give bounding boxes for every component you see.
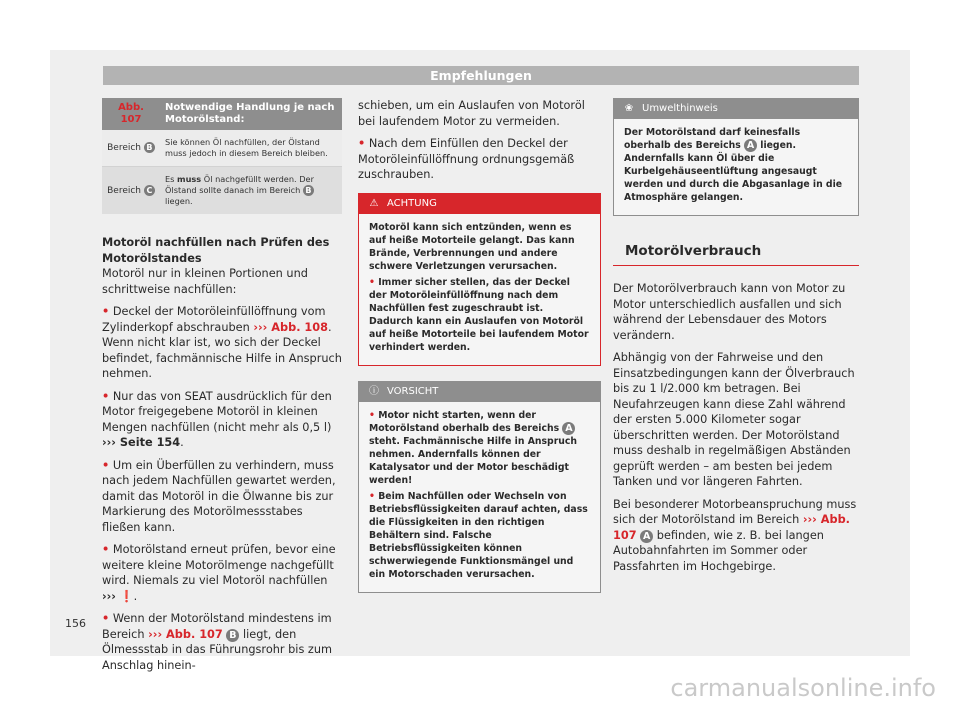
warning-icon: ❗ [119,589,134,603]
intro-text: Motoröl nur in kleinen Portionen und schrittweise nachfüllen: [102,267,308,296]
leaf-icon: ❀ [624,103,634,114]
table-cell-label: Bereich B [102,130,160,167]
badge-b: B [226,629,239,642]
link-abb-108[interactable]: ››› Abb. 108 [253,320,328,334]
page-header: Empfehlungen [103,66,859,85]
environment-box: ❀ Umwelthinweis Der Motorölstand darf keinesfalls oberhalb des Bereichs A liegen. Andernfalls kann Öl über die Kurbelgehäuseentlüftung angesaugt werden und durch die Abgasanlage in die Atmosphäre gelangen. [613,98,859,216]
badge-a: A [744,139,757,152]
table-cell-text: Es muss Öl nachgefüllt werden. Der Ölstand sollte danach im Bereich B liegen. [160,167,342,215]
table-header-figure: Abb. 107 [102,98,160,130]
warning-triangle-icon: ⚠ [369,197,379,209]
table-header-action: Notwendige Handlung je nach Motorölstand: [160,98,342,130]
badge-c: C [144,185,155,196]
warning-box: ⚠ ACHTUNG Motoröl kann sich entzünden, wenn es auf heiße Motorteile gelangt. Das kann Brände, Verbrennungen und andere schwere Verletzungen verursachen. • Immer sicher stellen, das der Deckel der Motoröleinfüllöffnung nach dem Nachfüllen fest zugeschraubt ist. Dadurch kann ein Auslaufen von Motoröl auf heiße Motorteile bei laufendem Motor verhindert werden. [358,193,601,366]
badge-b: B [144,142,155,153]
column-middle [358,98,601,593]
section-heading: Motoröl nachfüllen nach Prüfen des Motorölstandes [102,236,330,265]
list-item: • Motorölstand erneut prüfen, bevor eine weitere kleine Motorölmenge nachgefüllt wird. Niemals zu viel Motoröl nachfüllen ››› ❗. [102,543,336,603]
page-number: 156 [65,617,86,630]
column-right [613,98,859,581]
watermark: carmanualsonline.info [670,674,936,702]
list-item: • Nach dem Einfüllen den Deckel der Motoröleinfüllöffnung ordnungsgemäß zuschrauben. [358,137,575,181]
caution-box: ⓘ VORSICHT • Motor nicht starten, wenn der Motorölstand oberhalb des Bereichs A steht. Fachmännische Hilfe in Anspruch nehmen. Andernfalls können der Katalysator und der Motor beschädigt werden! • Beim Nachfüllen oder Wechseln von Betriebsflüssigkeiten darauf achten, dass die Flüssigkeiten in den richtigen Behältern sind. Falsche Betriebsflüssigkeiten können schwerwiegende Funktionsmängel und ein Motorschaden verursachen. [358,381,601,593]
paragraph: Der Motorölverbrauch kann von Motor zu Motor unterschiedlich ausfallen und sich während der Lebensdauer des Motors verändern. [613,282,846,342]
table-cell-label: Bereich C [102,167,160,215]
oil-level-table [102,98,342,214]
link-warning[interactable]: ››› [102,589,116,603]
table-cell-text: Sie können Öl nachfüllen, der Ölstand muss jedoch in diesem Bereich bleiben. [160,130,342,167]
list-item: • Deckel der Motoröleinfüllöffnung vom Zylinderkopf abschrauben ››› Abb. 108. Wenn nicht klar ist, wo sich der Deckel befindet, fachmännische Hilfe in Anspruch nehmen. [102,305,342,380]
list-item: • Um ein Überfüllen zu verhindern, muss nach jedem Nachfüllen gewartet werden, damit das Motoröl in die Ölwanne bis zur Markierung des Motorölmessstabes fließen kann. [102,458,336,534]
paragraph: Abhängig von der Fahrweise und den Einsatzbedingungen kann der Ölverbrauch bis zu 1 l/2.000 km betragen. Bei Neufahrzeugen kann diese Zahl während der ersten 5.000 Kilometer sogar überschritten werden. Der Motorölstand muss deshalb in regelmäßigen Abständen geprüft werden – am besten bei jedem Tanken und vor längeren Fahrten. [613,351,855,488]
table-row [102,167,342,215]
list-item: • Nur das von SEAT ausdrücklich für den Motor freigegebene Motoröl in kleinen Mengen nachfüllen (nicht mehr als 0,5 l) ››› Seite 154. [102,389,332,449]
link-page-154[interactable]: ››› Seite 154 [102,436,181,449]
continued-text: schieben, um ein Auslaufen von Motoröl bei laufendem Motor zu vermeiden. [358,99,585,128]
section-title: Motorölverbrauch [613,241,859,266]
link-abb-107[interactable]: ››› Abb. 107 [613,513,850,542]
table-row [102,130,342,167]
list-item: • Wenn der Motorölstand mindestens im Bereich ››› Abb. 107 B liegt, den Ölmessstab in das Führungsrohr bis zum Anschlag hinein- [102,612,333,672]
badge-a: A [562,422,575,435]
paragraph: Bei besonderer Motorbeanspruchung muss sich der Motorölstand im Bereich ››› Abb. 107 A befinden, wie z. B. bei langen Autobahnfahrten im Sommer oder Passfahrten im Hochgebirge. [613,497,857,573]
badge-a: A [640,530,653,543]
link-abb-107[interactable]: ››› Abb. 107 [148,627,223,641]
column-left [102,98,342,680]
badge-b: B [303,185,314,196]
info-circle-icon: ⓘ [369,385,379,397]
